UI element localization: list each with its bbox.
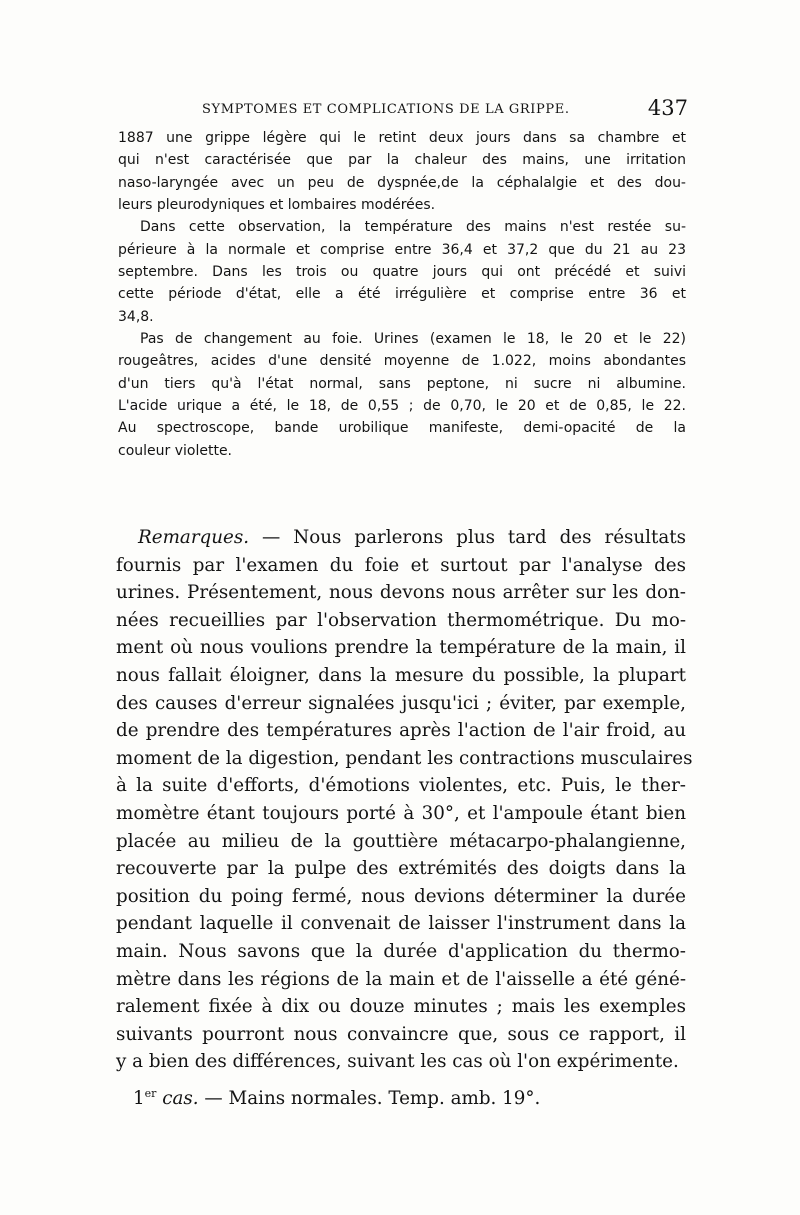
case-label: cas. xyxy=(162,1088,199,1109)
remarks-label: Remarques. xyxy=(138,527,250,548)
observation-line: naso-laryngée avec un peu de dyspnée,de la céphalalgie et des dou- xyxy=(118,174,686,191)
observation-line: périeure à la normale et comprise entre 36,4 et 37,2 que du 21 au 23 xyxy=(118,241,686,258)
remarks-first-line-text: — Nous parlerons plus tard des résultats xyxy=(262,527,686,548)
observation-line: 1887 une grippe légère qui le retint deux jours dans sa chambre et xyxy=(118,130,686,146)
remarks-line: de prendre des températures après l'action de l'air froid, au xyxy=(116,720,686,742)
observation-line: Pas de changement au foie. Urines (examen le 18, le 20 et le 22) xyxy=(140,331,686,348)
remarks-line: ment où nous voulions prendre la température de la main, il xyxy=(116,637,686,659)
remarks-line: des causes d'erreur signalées jusqu'ici ; éviter, par exemple, xyxy=(116,692,686,714)
observation-line: 34,8. xyxy=(118,308,154,325)
remarks-line: mètre dans les régions de la main et de l'aisselle a été géné- xyxy=(116,968,686,990)
observation-line: rougeâtres, acides d'une densité moyenne de 1.022, moins abondantes xyxy=(118,353,686,370)
remarks-line: position du poing fermé, nous devions déterminer la durée xyxy=(116,885,686,907)
remarks-line: nous fallait éloigner, dans la mesure du possible, la plupart xyxy=(116,664,686,686)
remarks-line: à la suite d'efforts, d'émotions violentes, etc. Puis, le ther- xyxy=(116,775,686,797)
running-title: SYMPTOMES ET COMPLICATIONS DE LA GRIPPE. xyxy=(202,102,570,117)
remarks-line: suivants pourront nous convaincre que, sous ce rapport, il xyxy=(116,1023,686,1045)
observation-line: qui n'est caractérisée que par la chaleur des mains, une irritation xyxy=(118,152,686,169)
observation-line: couleur violette. xyxy=(118,442,233,459)
remarks-line: urines. Présentement, nous devons nous arrêter sur les don- xyxy=(116,582,686,604)
remarks-line: ralement fixée à dix ou douze minutes ; mais les exemples xyxy=(116,996,686,1018)
remarks-line: moment de la digestion, pendant les contractions musculaires xyxy=(116,747,693,769)
remarks-line: momètre étant toujours porté à 30°, et l'ampoule étant bien xyxy=(116,802,686,824)
observation-line: Au spectroscope, bande urobilique manifeste, demi-opacité de la xyxy=(118,420,686,437)
case-number: 1 xyxy=(133,1088,145,1109)
observation-line: L'acide urique a été, le 18, de 0,55 ; de 0,70, le 20 et de 0,85, le 22. xyxy=(118,398,686,415)
remarks-line: nées recueillies par l'observation thermométrique. Du mo- xyxy=(116,609,686,631)
observation-line: d'un tiers qu'à l'état normal, sans peptone, ni sucre ni albumine. xyxy=(118,375,686,392)
remarks-line: main. Nous savons que la durée d'application du thermo- xyxy=(116,940,686,962)
observation-line: leurs pleurodyniques et lombaires modérées. xyxy=(118,197,436,214)
remarks-line: placée au milieu de la gouttière métacarpo-phalangienne, xyxy=(116,830,686,852)
observation-line: Dans cette observation, la température des mains n'est restée su- xyxy=(140,219,686,236)
remarks-paragraph xyxy=(116,524,693,1076)
remarks-line: pendant laquelle il convenait de laisser l'instrument dans la xyxy=(116,913,686,935)
remarks-line: recouverte par la pulpe des extrémités des doigts dans la xyxy=(116,858,686,880)
observation-line: septembre. Dans les trois ou quatre jours qui ont précédé et suivi xyxy=(118,264,686,281)
case-heading xyxy=(133,1088,613,1109)
remarks-line: y a bien des différences, suivant les cas où l'on expérimente. xyxy=(116,1051,679,1073)
observation-line: cette période d'état, elle a été irrégulière et comprise entre 36 et xyxy=(118,286,686,303)
page-number: 437 xyxy=(647,96,688,120)
case-ordinal: er xyxy=(144,1086,157,1100)
case-description: — Mains normales. Temp. amb. 19°. xyxy=(204,1088,541,1109)
observation-text xyxy=(118,127,686,462)
running-head xyxy=(118,96,688,126)
remarks-line: fournis par l'examen du foie et surtout par l'analyse des xyxy=(116,554,686,576)
remarks-first-line xyxy=(116,524,686,552)
